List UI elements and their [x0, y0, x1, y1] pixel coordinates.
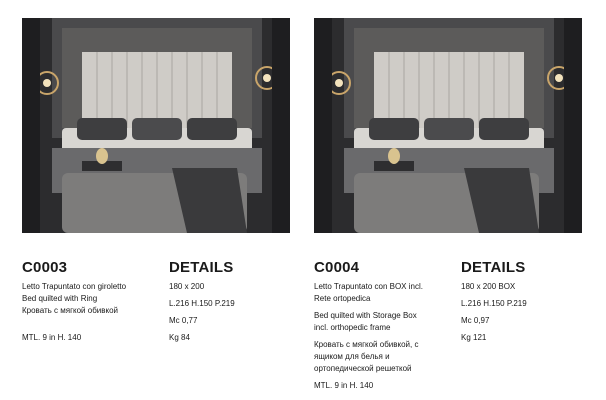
description-line: Rete ortopedica	[314, 294, 371, 303]
spec-size: 180 x 200	[169, 282, 205, 291]
spec-dimensions: L.216 H.150 P.219	[461, 299, 527, 308]
description-line: Letto Trapuntato con BOX incl.	[314, 282, 423, 291]
description-line: ящиком для белья и	[314, 352, 390, 361]
product-specs	[461, 281, 581, 349]
description-line: Кровать с мягкой обивкой	[22, 306, 119, 315]
description-line: Bed quilted with Ring	[22, 294, 98, 303]
spec-weight: Kg 84	[169, 333, 190, 342]
bed-image	[314, 18, 582, 233]
spec-volume: Mc 0,97	[461, 316, 490, 325]
description-line: ортопедической решеткой	[314, 364, 412, 373]
spec-weight: Kg 121	[461, 333, 487, 342]
product-code: C0004	[314, 259, 360, 276]
product-description	[22, 281, 162, 344]
bed-photo	[22, 18, 290, 233]
product-specs	[169, 281, 289, 349]
bed-photo	[314, 18, 582, 233]
details-heading: DETAILS	[169, 259, 234, 276]
details-heading: DETAILS	[461, 259, 526, 276]
description-line: Bed quilted with Storage Box	[314, 311, 417, 320]
description-line: Кровать с мягкой обивкой, с	[314, 340, 419, 349]
spec-dimensions: L.216 H.150 P.219	[169, 299, 235, 308]
mtl-note: MTL. 9 in H. 140	[22, 333, 82, 342]
spec-volume: Mc 0,77	[169, 316, 198, 325]
mtl-note: MTL. 9 in H. 140	[314, 381, 374, 390]
product-code: C0003	[22, 259, 68, 276]
description-line: incl. orthopedic frame	[314, 323, 391, 332]
spec-size: 180 x 200 BOX	[461, 282, 516, 291]
bed-image	[22, 18, 290, 233]
product-description	[314, 281, 454, 392]
description-line: Letto Trapuntato con giroletto	[22, 282, 127, 291]
